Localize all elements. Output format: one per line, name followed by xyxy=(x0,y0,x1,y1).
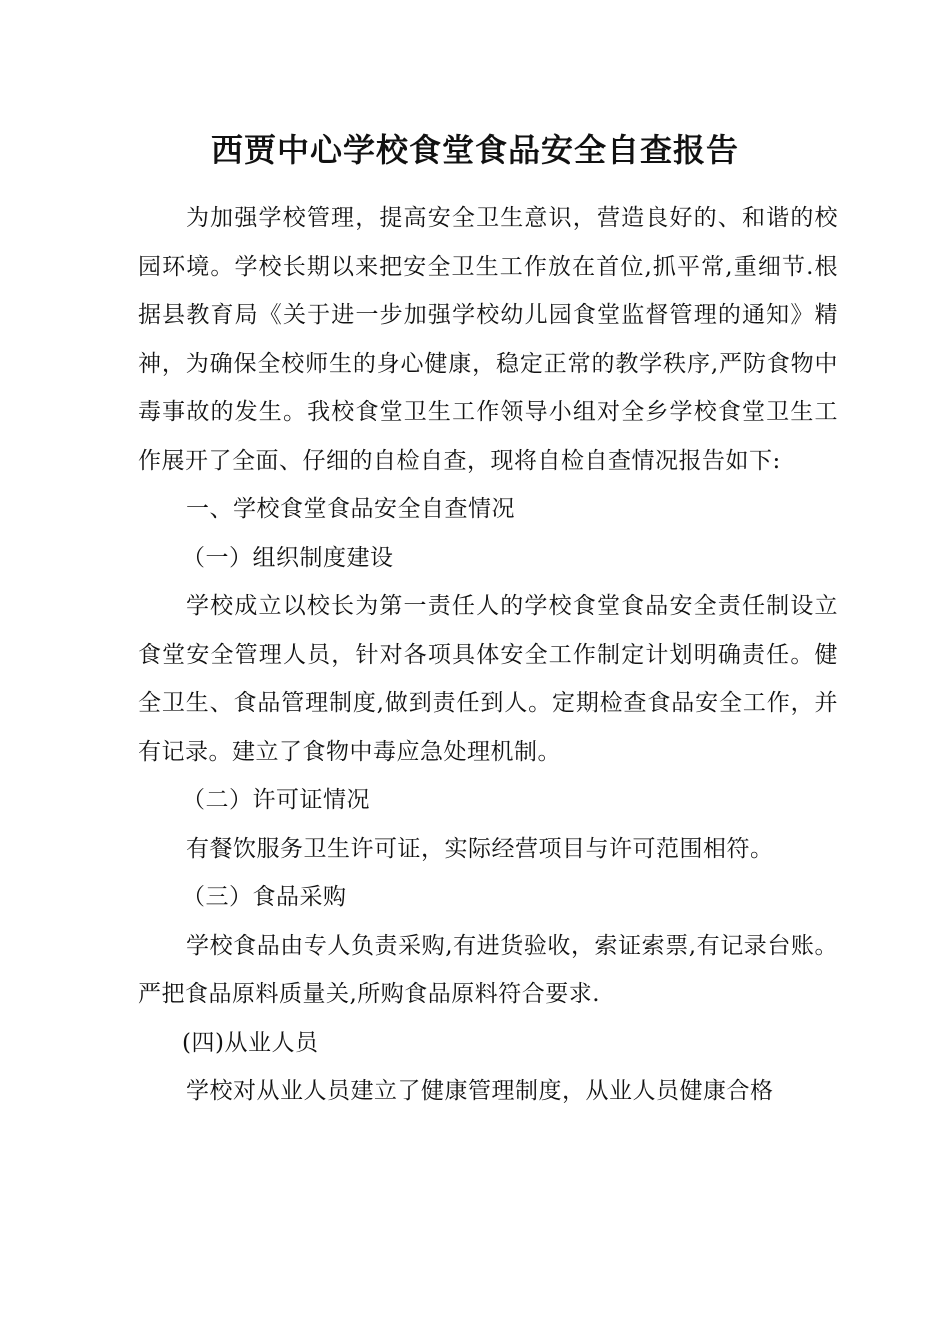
subheading-organization: （一）组织制度建设 xyxy=(182,544,394,571)
intro-paragraph: 为加强学校管理，提高安全卫生意识，营造良好的、和谐的校园环境。学校长期以来把安全卫生工作放在首位,抓平常,重细节.根据县教育局《关于进一步加强学校幼儿园食堂监督管理的通知》精神，为确保全校师生的身心健康，稳定正常的教学秩序,严防食物中毒事故的发生。我校食堂卫生工作领导小组对全乡学校食堂卫生工作展开了全面、仔细的自检自查，现将自检自查情况报告如下: xyxy=(138,205,838,474)
subheading-staff: (四)从业人员 xyxy=(182,1029,319,1056)
paragraph-staff: 学校对从业人员建立了健康管理制度，从业人员健康合格 xyxy=(186,1078,774,1104)
subheading-license: （二）许可证情况 xyxy=(182,787,370,813)
paragraph-organization: 学校成立以校长为第一责任人的学校食堂食品安全责任制设立食堂安全管理人员，针对各项具体安全工作制定计划明确责任。健全卫生、食品管理制度,做到责任到人。定期检查食品安全工作，并有记录。建立了食物中毒应急处理机制。 xyxy=(138,593,838,765)
document-title: 西贾中心学校食堂食品安全自查报告 xyxy=(210,131,739,169)
document-body xyxy=(138,194,838,1116)
paragraph-license: 有餐饮服务卫生许可证，实际经营项目与许可范围相符。 xyxy=(186,835,774,862)
paragraph-purchasing: 学校食品由专人负责采购,有进货验收，索证索票,有记录台账。严把食品原料质量关,所购食品原料符合要求. xyxy=(138,932,838,1007)
subheading-purchasing: （三）食品采购 xyxy=(182,884,347,910)
section-heading-1: 一、学校食堂食品安全自查情况 xyxy=(186,496,515,522)
